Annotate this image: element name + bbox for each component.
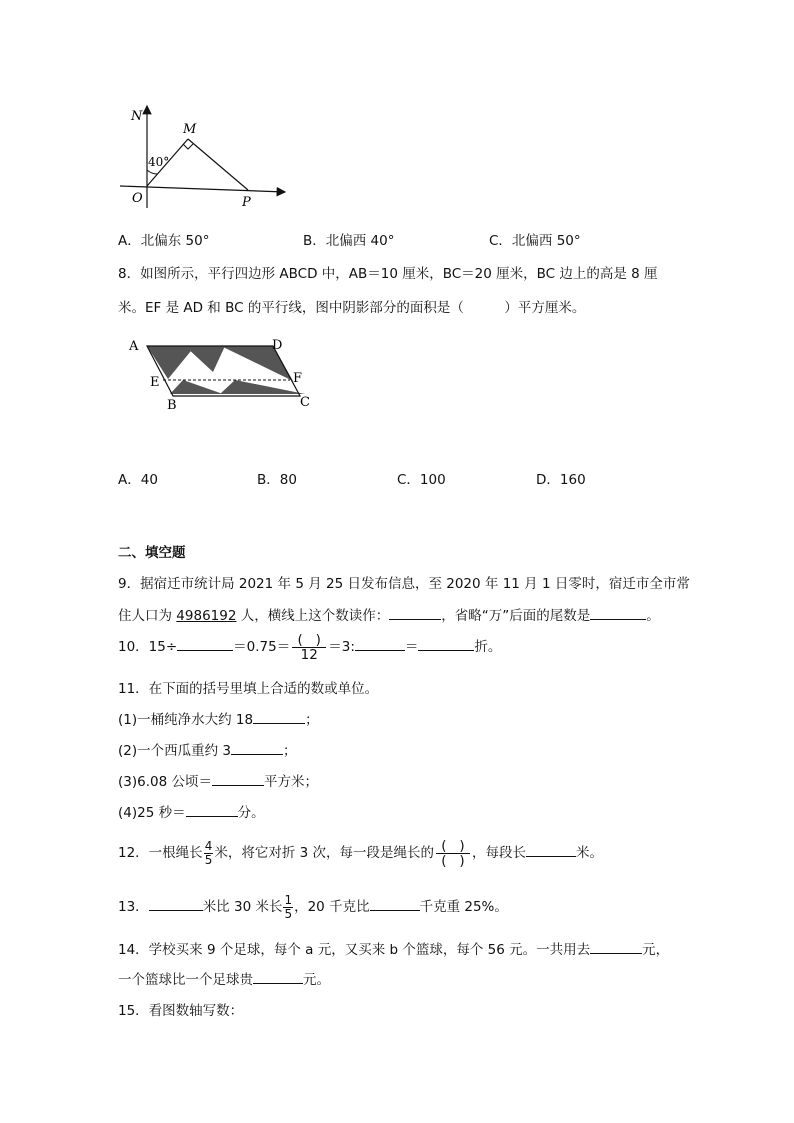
q8-text-line1: 8．如图所示，平行四边形 ABCD 中，AB＝10 厘米，BC＝20 厘米，BC 边上的高是 8 厘	[118, 266, 658, 282]
label-o: O	[132, 191, 143, 206]
q7-option-c: C．北偏西 50°	[489, 233, 581, 249]
label-c: C	[300, 395, 310, 410]
shaded-triangle-2	[185, 346, 225, 372]
label-e: E	[150, 375, 160, 390]
q11-item-4	[118, 801, 265, 821]
q14-line2-end: 元。	[303, 972, 330, 988]
q11-title: 11．在下面的括号里填上合适的数或单位。	[118, 681, 379, 697]
q11-blank-4[interactable]	[186, 802, 238, 817]
q12-fraction	[204, 840, 214, 867]
q11-blank-2[interactable]	[231, 740, 283, 755]
q13-a: 13．	[118, 899, 149, 915]
q7-option-b: B．北偏西 40°	[303, 233, 395, 249]
q9-pre: 住人口为	[118, 608, 177, 624]
q9-mid2: ，省略“万”后面的尾数是	[441, 608, 591, 624]
q12-blank[interactable]	[526, 842, 576, 857]
q11-item-2	[118, 739, 297, 759]
shaded-triangle-4	[170, 380, 223, 394]
section-title: 二、填空题	[118, 545, 186, 561]
q14-line1	[118, 938, 669, 958]
q12-b: 米，将它对折 3 次，每一段是绳长的	[214, 845, 434, 861]
q11-item-1-text: (1)一桶纯净水大约 18	[118, 712, 254, 728]
q14-blank-2[interactable]	[253, 969, 303, 984]
q10-e: 折。	[474, 639, 502, 655]
q10-fraction	[292, 633, 326, 662]
q11-item-1	[118, 708, 319, 728]
q11-item-4-text: (4)25 秒＝	[118, 805, 186, 821]
q12-fraction-den: 5	[204, 852, 213, 867]
q7-option-a: A．北偏东 50°	[118, 233, 210, 249]
label-n: N	[131, 109, 143, 124]
q14-line1-end: 元，	[642, 942, 670, 958]
q10-a: 10．15÷	[118, 639, 178, 655]
q10-blank-3[interactable]	[418, 636, 474, 651]
q9-mid: 人，横线上这个数读作：	[236, 608, 390, 624]
q11-item-3-end: 平方米；	[263, 774, 318, 790]
q11-item-3	[118, 770, 318, 790]
q9-blank-reading[interactable]	[389, 605, 441, 620]
q12-c: ，每段长	[472, 845, 526, 861]
q10-blank-1[interactable]	[177, 636, 233, 651]
q9-number: 4986192	[176, 608, 237, 624]
q12-fraction-num: 4	[204, 838, 213, 853]
q9-end: 。	[646, 608, 660, 624]
label-a: A	[129, 339, 139, 354]
label-angle: 40°	[148, 155, 170, 169]
q10-blank-2[interactable]	[355, 636, 405, 651]
right-angle-mark	[183, 144, 193, 149]
q12-text	[118, 836, 603, 870]
q11-blank-1[interactable]	[253, 709, 305, 724]
label-b: B	[167, 398, 177, 413]
q10-c: ＝3:	[328, 639, 355, 655]
q14-line2	[118, 968, 330, 988]
label-d: D	[272, 338, 283, 353]
q13-fraction-den: 5	[284, 906, 293, 921]
q12-answer-fraction[interactable]: $\frac{( )}{( )}$	[436, 839, 470, 868]
q13-fraction	[283, 894, 293, 921]
q10-fraction-numerator[interactable]: ( )	[292, 633, 326, 648]
q13-text	[118, 890, 508, 924]
q8-option-a: A．40	[118, 472, 158, 488]
q13-fraction-num: 1	[284, 892, 293, 907]
q14-line2-text: 一个篮球比一个足球贵	[118, 972, 253, 988]
q8-text-line2: 米。EF 是 AD 和 BC 的平行线，图中阴影部分的面积是（ ）平方厘米。	[118, 300, 586, 316]
q9-text-line2	[118, 604, 660, 624]
q8-option-c: C．100	[397, 472, 446, 488]
q14-line1-text: 14．学校买来 9 个足球，每个 a 元，又买来 b 个篮球，每个 56 元。一共用去	[118, 942, 591, 958]
q14-blank-1[interactable]	[590, 939, 642, 954]
q13-blank-1[interactable]	[149, 896, 203, 911]
q15-text: 15．看图数轴写数：	[118, 1003, 244, 1019]
q12-a: 12．一根绳长	[118, 845, 203, 861]
q11-item-4-end: 分。	[237, 805, 265, 821]
angle-arc	[147, 170, 158, 174]
q9-text-line1: 9．据宿迁市统计局 2021 年 5 月 25 日发布信息，至 2020 年 11 月 1 日零时，宿迁市全市常	[118, 576, 690, 592]
q13-b: 米比 30 米长	[202, 899, 283, 915]
q10-text	[118, 632, 501, 662]
label-m: M	[183, 122, 197, 137]
q10-fraction-denominator: 12	[300, 646, 318, 663]
q7-diagram	[115, 100, 290, 212]
east-line	[120, 186, 285, 192]
q8-option-d: D．160	[536, 472, 586, 488]
q11-blank-3[interactable]	[212, 771, 264, 786]
q13-d: 千克重 25%。	[419, 899, 508, 915]
q10-d: ＝	[404, 639, 419, 655]
label-p: P	[242, 195, 251, 210]
q13-c: ，20 千克比	[294, 899, 370, 915]
q8-diagram	[125, 336, 325, 416]
segment-mp	[188, 139, 248, 190]
q11-item-2-text: (2)一个西瓜重约 3	[118, 743, 232, 759]
q8-option-b: B．80	[257, 472, 297, 488]
q13-blank-2[interactable]	[370, 896, 420, 911]
q11-item-1-end: ；	[305, 712, 319, 728]
q11-item-2-end: ；	[283, 743, 297, 759]
q11-item-3-text: (3)6.08 公顷＝	[118, 774, 212, 790]
q9-blank-rounded[interactable]	[590, 605, 646, 620]
label-f: F	[293, 371, 303, 386]
q12-d: 米。	[576, 845, 603, 861]
q10-b: ＝0.75＝	[233, 639, 291, 655]
